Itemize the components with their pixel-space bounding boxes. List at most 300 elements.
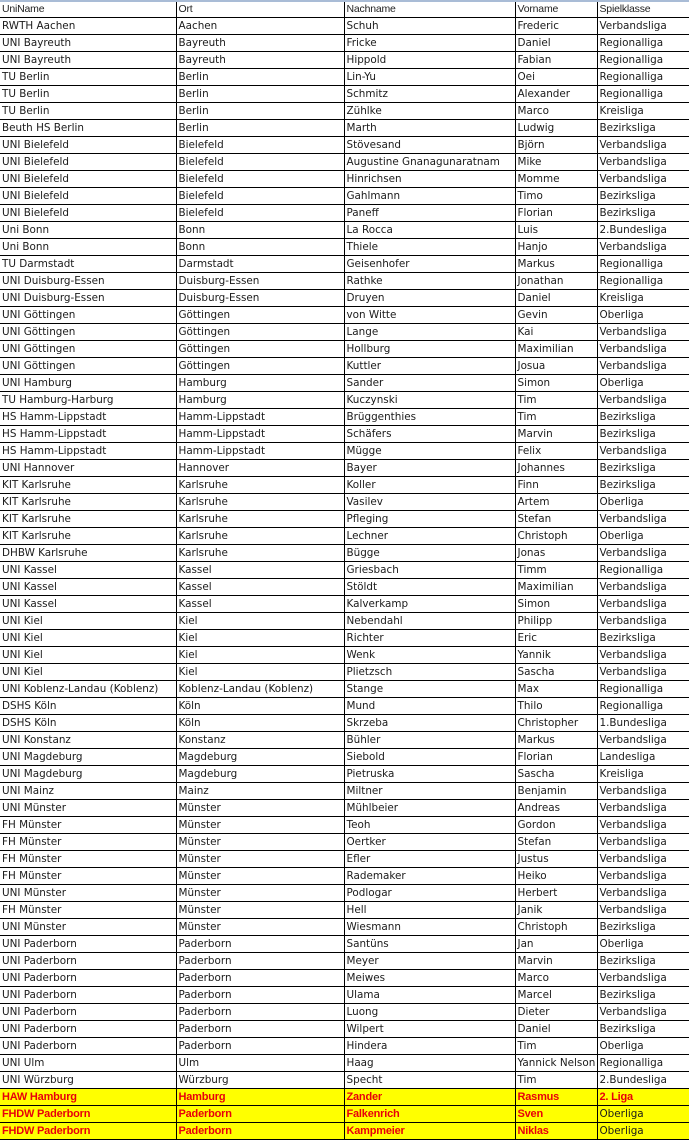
cell-uniname[interactable]: UNI Münster: [0, 800, 176, 817]
cell-nachname[interactable]: Skrzeba: [344, 715, 515, 732]
cell-uniname[interactable]: HS Hamm-Lippstadt: [0, 426, 176, 443]
cell-ort[interactable]: Karlsruhe: [176, 528, 344, 545]
cell-spielklasse[interactable]: Oberliga: [597, 1106, 689, 1123]
cell-ort[interactable]: Berlin: [176, 120, 344, 137]
cell-ort[interactable]: Hamm-Lippstadt: [176, 409, 344, 426]
cell-vorname[interactable]: Heiko: [515, 868, 597, 885]
cell-vorname[interactable]: Thilo: [515, 698, 597, 715]
cell-nachname[interactable]: Vasilev: [344, 494, 515, 511]
cell-nachname[interactable]: Wilpert: [344, 1021, 515, 1038]
cell-spielklasse[interactable]: Oberliga: [597, 528, 689, 545]
cell-vorname[interactable]: Gordon: [515, 817, 597, 834]
cell-nachname[interactable]: Santüns: [344, 936, 515, 953]
header-spielklasse[interactable]: Spielklasse: [597, 1, 689, 18]
cell-vorname[interactable]: Oei: [515, 69, 597, 86]
cell-ort[interactable]: Paderborn: [176, 987, 344, 1004]
cell-ort[interactable]: Duisburg-Essen: [176, 290, 344, 307]
cell-ort[interactable]: Darmstadt: [176, 256, 344, 273]
cell-spielklasse[interactable]: Verbandsliga: [597, 868, 689, 885]
cell-uniname[interactable]: DSHS Köln: [0, 715, 176, 732]
cell-vorname[interactable]: Stefan: [515, 834, 597, 851]
cell-uniname[interactable]: Uni Bonn: [0, 222, 176, 239]
cell-vorname[interactable]: Josua: [515, 358, 597, 375]
cell-ort[interactable]: Hannover: [176, 460, 344, 477]
cell-ort[interactable]: Kassel: [176, 562, 344, 579]
cell-uniname[interactable]: UNI Hamburg: [0, 375, 176, 392]
cell-nachname[interactable]: La Rocca: [344, 222, 515, 239]
cell-nachname[interactable]: Teoh: [344, 817, 515, 834]
cell-uniname[interactable]: UNI Bielefeld: [0, 188, 176, 205]
cell-ort[interactable]: Münster: [176, 834, 344, 851]
cell-uniname[interactable]: KIT Karlsruhe: [0, 528, 176, 545]
cell-ort[interactable]: Konstanz: [176, 732, 344, 749]
cell-nachname[interactable]: Bayer: [344, 460, 515, 477]
cell-nachname[interactable]: Kuttler: [344, 358, 515, 375]
cell-vorname[interactable]: Janik: [515, 902, 597, 919]
cell-vorname[interactable]: Marvin: [515, 426, 597, 443]
cell-vorname[interactable]: Luis: [515, 222, 597, 239]
cell-uniname[interactable]: UNI Göttingen: [0, 307, 176, 324]
cell-uniname[interactable]: UNI Paderborn: [0, 953, 176, 970]
cell-nachname[interactable]: Stövesand: [344, 137, 515, 154]
cell-ort[interactable]: Göttingen: [176, 358, 344, 375]
cell-uniname[interactable]: FHDW Paderborn: [0, 1123, 176, 1140]
cell-uniname[interactable]: RWTH Aachen: [0, 18, 176, 35]
cell-uniname[interactable]: UNI Bielefeld: [0, 205, 176, 222]
cell-ort[interactable]: Ulm: [176, 1055, 344, 1072]
cell-nachname[interactable]: Paneff: [344, 205, 515, 222]
cell-nachname[interactable]: Meiwes: [344, 970, 515, 987]
cell-nachname[interactable]: Schäfers: [344, 426, 515, 443]
cell-ort[interactable]: Münster: [176, 800, 344, 817]
cell-nachname[interactable]: Marth: [344, 120, 515, 137]
cell-vorname[interactable]: Yannik: [515, 647, 597, 664]
cell-uniname[interactable]: UNI Kiel: [0, 613, 176, 630]
cell-ort[interactable]: Karlsruhe: [176, 477, 344, 494]
cell-uniname[interactable]: FH Münster: [0, 868, 176, 885]
cell-spielklasse[interactable]: Oberliga: [597, 307, 689, 324]
cell-ort[interactable]: Paderborn: [176, 936, 344, 953]
cell-nachname[interactable]: Lechner: [344, 528, 515, 545]
cell-spielklasse[interactable]: 2.Bundesliga: [597, 1072, 689, 1089]
cell-nachname[interactable]: Gahlmann: [344, 188, 515, 205]
cell-ort[interactable]: Kiel: [176, 647, 344, 664]
cell-uniname[interactable]: UNI Bayreuth: [0, 35, 176, 52]
cell-vorname[interactable]: Niklas: [515, 1123, 597, 1140]
cell-spielklasse[interactable]: Verbandsliga: [597, 664, 689, 681]
cell-nachname[interactable]: Falkenrich: [344, 1106, 515, 1123]
cell-uniname[interactable]: KIT Karlsruhe: [0, 477, 176, 494]
cell-spielklasse[interactable]: Verbandsliga: [597, 851, 689, 868]
cell-nachname[interactable]: Brüggenthies: [344, 409, 515, 426]
cell-nachname[interactable]: Mund: [344, 698, 515, 715]
cell-ort[interactable]: Göttingen: [176, 341, 344, 358]
cell-uniname[interactable]: FHDW Paderborn: [0, 1106, 176, 1123]
cell-uniname[interactable]: UNI Duisburg-Essen: [0, 290, 176, 307]
cell-vorname[interactable]: Gevin: [515, 307, 597, 324]
cell-nachname[interactable]: Richter: [344, 630, 515, 647]
cell-ort[interactable]: Münster: [176, 868, 344, 885]
cell-nachname[interactable]: Stange: [344, 681, 515, 698]
cell-spielklasse[interactable]: Verbandsliga: [597, 613, 689, 630]
cell-nachname[interactable]: Hippold: [344, 52, 515, 69]
cell-spielklasse[interactable]: Bezirksliga: [597, 460, 689, 477]
cell-ort[interactable]: Bielefeld: [176, 137, 344, 154]
cell-uniname[interactable]: KIT Karlsruhe: [0, 494, 176, 511]
cell-nachname[interactable]: Rademaker: [344, 868, 515, 885]
cell-spielklasse[interactable]: Verbandsliga: [597, 783, 689, 800]
cell-uniname[interactable]: TU Darmstadt: [0, 256, 176, 273]
cell-ort[interactable]: Kassel: [176, 579, 344, 596]
cell-spielklasse[interactable]: Regionalliga: [597, 562, 689, 579]
cell-nachname[interactable]: Nebendahl: [344, 613, 515, 630]
cell-uniname[interactable]: FH Münster: [0, 834, 176, 851]
cell-ort[interactable]: Münster: [176, 885, 344, 902]
cell-uniname[interactable]: FH Münster: [0, 902, 176, 919]
cell-nachname[interactable]: von Witte: [344, 307, 515, 324]
cell-uniname[interactable]: UNI Bayreuth: [0, 52, 176, 69]
cell-uniname[interactable]: UNI Paderborn: [0, 987, 176, 1004]
cell-vorname[interactable]: Timo: [515, 188, 597, 205]
cell-uniname[interactable]: KIT Karlsruhe: [0, 511, 176, 528]
cell-nachname[interactable]: Zühlke: [344, 103, 515, 120]
cell-spielklasse[interactable]: 2. Liga: [597, 1089, 689, 1106]
cell-uniname[interactable]: UNI Paderborn: [0, 1004, 176, 1021]
cell-nachname[interactable]: Siebold: [344, 749, 515, 766]
cell-nachname[interactable]: Pfleging: [344, 511, 515, 528]
cell-uniname[interactable]: UNI Bielefeld: [0, 171, 176, 188]
cell-vorname[interactable]: Yannick Nelson: [515, 1055, 597, 1072]
cell-vorname[interactable]: Sascha: [515, 766, 597, 783]
cell-spielklasse[interactable]: Bezirksliga: [597, 188, 689, 205]
cell-uniname[interactable]: UNI Münster: [0, 885, 176, 902]
cell-nachname[interactable]: Haag: [344, 1055, 515, 1072]
cell-spielklasse[interactable]: Verbandsliga: [597, 239, 689, 256]
cell-vorname[interactable]: Tim: [515, 1072, 597, 1089]
cell-ort[interactable]: Berlin: [176, 86, 344, 103]
cell-ort[interactable]: Hamm-Lippstadt: [176, 426, 344, 443]
cell-ort[interactable]: Hamburg: [176, 392, 344, 409]
cell-ort[interactable]: Bonn: [176, 239, 344, 256]
cell-nachname[interactable]: Thiele: [344, 239, 515, 256]
cell-spielklasse[interactable]: Regionalliga: [597, 69, 689, 86]
cell-uniname[interactable]: HAW Hamburg: [0, 1089, 176, 1106]
cell-spielklasse[interactable]: Oberliga: [597, 1038, 689, 1055]
cell-spielklasse[interactable]: Regionalliga: [597, 273, 689, 290]
cell-spielklasse[interactable]: Regionalliga: [597, 256, 689, 273]
cell-spielklasse[interactable]: Verbandsliga: [597, 154, 689, 171]
cell-nachname[interactable]: Geisenhofer: [344, 256, 515, 273]
cell-ort[interactable]: Paderborn: [176, 970, 344, 987]
cell-uniname[interactable]: UNI Kiel: [0, 630, 176, 647]
cell-nachname[interactable]: Lange: [344, 324, 515, 341]
cell-spielklasse[interactable]: Bezirksliga: [597, 426, 689, 443]
cell-uniname[interactable]: UNI Magdeburg: [0, 766, 176, 783]
cell-ort[interactable]: Bayreuth: [176, 35, 344, 52]
cell-spielklasse[interactable]: Oberliga: [597, 936, 689, 953]
cell-spielklasse[interactable]: Regionalliga: [597, 86, 689, 103]
cell-vorname[interactable]: Christopher: [515, 715, 597, 732]
cell-spielklasse[interactable]: Verbandsliga: [597, 834, 689, 851]
cell-uniname[interactable]: UNI Kiel: [0, 647, 176, 664]
cell-uniname[interactable]: FH Münster: [0, 851, 176, 868]
cell-spielklasse[interactable]: Verbandsliga: [597, 171, 689, 188]
cell-nachname[interactable]: Podlogar: [344, 885, 515, 902]
cell-uniname[interactable]: UNI Konstanz: [0, 732, 176, 749]
cell-uniname[interactable]: UNI Kassel: [0, 562, 176, 579]
cell-spielklasse[interactable]: Verbandsliga: [597, 817, 689, 834]
cell-spielklasse[interactable]: Verbandsliga: [597, 511, 689, 528]
cell-vorname[interactable]: Johannes: [515, 460, 597, 477]
cell-ort[interactable]: Berlin: [176, 69, 344, 86]
cell-nachname[interactable]: Augustine Gnanagunaratnam: [344, 154, 515, 171]
cell-ort[interactable]: Bonn: [176, 222, 344, 239]
cell-spielklasse[interactable]: Bezirksliga: [597, 120, 689, 137]
cell-spielklasse[interactable]: Verbandsliga: [597, 647, 689, 664]
cell-nachname[interactable]: Mühlbeier: [344, 800, 515, 817]
cell-ort[interactable]: Hamburg: [176, 1089, 344, 1106]
cell-vorname[interactable]: Fabian: [515, 52, 597, 69]
cell-ort[interactable]: Bielefeld: [176, 154, 344, 171]
cell-vorname[interactable]: Tim: [515, 392, 597, 409]
cell-uniname[interactable]: UNI Kiel: [0, 664, 176, 681]
cell-uniname[interactable]: UNI Würzburg: [0, 1072, 176, 1089]
cell-vorname[interactable]: Simon: [515, 375, 597, 392]
cell-spielklasse[interactable]: Bezirksliga: [597, 953, 689, 970]
cell-spielklasse[interactable]: Regionalliga: [597, 52, 689, 69]
cell-spielklasse[interactable]: Verbandsliga: [597, 732, 689, 749]
cell-ort[interactable]: Kiel: [176, 664, 344, 681]
cell-spielklasse[interactable]: Kreisliga: [597, 103, 689, 120]
cell-vorname[interactable]: Frederic: [515, 18, 597, 35]
cell-vorname[interactable]: Markus: [515, 732, 597, 749]
cell-spielklasse[interactable]: Bezirksliga: [597, 409, 689, 426]
cell-uniname[interactable]: Uni Bonn: [0, 239, 176, 256]
cell-nachname[interactable]: Kalverkamp: [344, 596, 515, 613]
cell-nachname[interactable]: Wenk: [344, 647, 515, 664]
cell-spielklasse[interactable]: 1.Bundesliga: [597, 715, 689, 732]
cell-spielklasse[interactable]: Bezirksliga: [597, 987, 689, 1004]
cell-vorname[interactable]: Jan: [515, 936, 597, 953]
cell-spielklasse[interactable]: Bezirksliga: [597, 477, 689, 494]
cell-nachname[interactable]: Fricke: [344, 35, 515, 52]
cell-vorname[interactable]: Christoph: [515, 528, 597, 545]
cell-nachname[interactable]: Kuczynski: [344, 392, 515, 409]
cell-spielklasse[interactable]: Verbandsliga: [597, 579, 689, 596]
cell-ort[interactable]: Karlsruhe: [176, 545, 344, 562]
cell-ort[interactable]: Karlsruhe: [176, 494, 344, 511]
cell-ort[interactable]: Duisburg-Essen: [176, 273, 344, 290]
cell-spielklasse[interactable]: Verbandsliga: [597, 18, 689, 35]
cell-spielklasse[interactable]: Verbandsliga: [597, 443, 689, 460]
cell-nachname[interactable]: Kampmeier: [344, 1123, 515, 1140]
cell-vorname[interactable]: Mike: [515, 154, 597, 171]
cell-nachname[interactable]: Hell: [344, 902, 515, 919]
cell-spielklasse[interactable]: Oberliga: [597, 1123, 689, 1140]
cell-ort[interactable]: Kiel: [176, 613, 344, 630]
cell-uniname[interactable]: UNI Göttingen: [0, 358, 176, 375]
cell-nachname[interactable]: Hollburg: [344, 341, 515, 358]
cell-nachname[interactable]: Zander: [344, 1089, 515, 1106]
cell-ort[interactable]: Aachen: [176, 18, 344, 35]
cell-ort[interactable]: Münster: [176, 851, 344, 868]
cell-nachname[interactable]: Plietzsch: [344, 664, 515, 681]
cell-vorname[interactable]: Daniel: [515, 35, 597, 52]
cell-ort[interactable]: Paderborn: [176, 1106, 344, 1123]
cell-vorname[interactable]: Benjamin: [515, 783, 597, 800]
cell-ort[interactable]: Bielefeld: [176, 188, 344, 205]
cell-spielklasse[interactable]: Verbandsliga: [597, 902, 689, 919]
cell-spielklasse[interactable]: Verbandsliga: [597, 1004, 689, 1021]
cell-nachname[interactable]: Bügge: [344, 545, 515, 562]
cell-uniname[interactable]: UNI Mainz: [0, 783, 176, 800]
cell-vorname[interactable]: Tim: [515, 409, 597, 426]
cell-vorname[interactable]: Stefan: [515, 511, 597, 528]
cell-ort[interactable]: Göttingen: [176, 324, 344, 341]
cell-spielklasse[interactable]: Verbandsliga: [597, 545, 689, 562]
cell-vorname[interactable]: Marco: [515, 970, 597, 987]
cell-uniname[interactable]: UNI Koblenz-Landau (Koblenz): [0, 681, 176, 698]
cell-vorname[interactable]: Maximilian: [515, 579, 597, 596]
cell-ort[interactable]: Hamburg: [176, 375, 344, 392]
cell-spielklasse[interactable]: 2.Bundesliga: [597, 222, 689, 239]
cell-spielklasse[interactable]: Verbandsliga: [597, 885, 689, 902]
cell-vorname[interactable]: Florian: [515, 205, 597, 222]
cell-uniname[interactable]: UNI Göttingen: [0, 324, 176, 341]
cell-spielklasse[interactable]: Regionalliga: [597, 681, 689, 698]
cell-spielklasse[interactable]: Regionalliga: [597, 1055, 689, 1072]
cell-vorname[interactable]: Momme: [515, 171, 597, 188]
cell-uniname[interactable]: TU Berlin: [0, 103, 176, 120]
cell-ort[interactable]: Paderborn: [176, 1038, 344, 1055]
cell-nachname[interactable]: Pietruska: [344, 766, 515, 783]
cell-spielklasse[interactable]: Kreisliga: [597, 766, 689, 783]
cell-ort[interactable]: Hamm-Lippstadt: [176, 443, 344, 460]
cell-nachname[interactable]: Luong: [344, 1004, 515, 1021]
cell-nachname[interactable]: Efler: [344, 851, 515, 868]
cell-ort[interactable]: Münster: [176, 902, 344, 919]
cell-vorname[interactable]: Maximilian: [515, 341, 597, 358]
cell-uniname[interactable]: UNI Paderborn: [0, 1038, 176, 1055]
cell-nachname[interactable]: Bühler: [344, 732, 515, 749]
cell-nachname[interactable]: Ulama: [344, 987, 515, 1004]
header-vorname[interactable]: Vorname: [515, 1, 597, 18]
cell-uniname[interactable]: UNI Bielefeld: [0, 137, 176, 154]
cell-uniname[interactable]: UNI Paderborn: [0, 970, 176, 987]
cell-ort[interactable]: Bayreuth: [176, 52, 344, 69]
cell-spielklasse[interactable]: Verbandsliga: [597, 800, 689, 817]
cell-ort[interactable]: Magdeburg: [176, 749, 344, 766]
cell-vorname[interactable]: Ludwig: [515, 120, 597, 137]
cell-spielklasse[interactable]: Regionalliga: [597, 698, 689, 715]
cell-ort[interactable]: Paderborn: [176, 1021, 344, 1038]
cell-vorname[interactable]: Simon: [515, 596, 597, 613]
cell-uniname[interactable]: UNI Paderborn: [0, 936, 176, 953]
cell-vorname[interactable]: Max: [515, 681, 597, 698]
cell-ort[interactable]: Paderborn: [176, 1004, 344, 1021]
cell-ort[interactable]: Münster: [176, 919, 344, 936]
cell-nachname[interactable]: Meyer: [344, 953, 515, 970]
cell-vorname[interactable]: Philipp: [515, 613, 597, 630]
cell-vorname[interactable]: Sascha: [515, 664, 597, 681]
cell-spielklasse[interactable]: Verbandsliga: [597, 392, 689, 409]
cell-nachname[interactable]: Hindera: [344, 1038, 515, 1055]
cell-vorname[interactable]: Marco: [515, 103, 597, 120]
cell-nachname[interactable]: Sander: [344, 375, 515, 392]
cell-vorname[interactable]: Kai: [515, 324, 597, 341]
cell-vorname[interactable]: Alexander: [515, 86, 597, 103]
header-uniname[interactable]: UniName: [0, 1, 176, 18]
cell-vorname[interactable]: Finn: [515, 477, 597, 494]
cell-uniname[interactable]: DSHS Köln: [0, 698, 176, 715]
cell-spielklasse[interactable]: Oberliga: [597, 494, 689, 511]
cell-nachname[interactable]: Specht: [344, 1072, 515, 1089]
cell-nachname[interactable]: Miltner: [344, 783, 515, 800]
cell-vorname[interactable]: Hanjo: [515, 239, 597, 256]
cell-ort[interactable]: Göttingen: [176, 307, 344, 324]
cell-ort[interactable]: Köln: [176, 715, 344, 732]
cell-nachname[interactable]: Hinrichsen: [344, 171, 515, 188]
cell-uniname[interactable]: TU Berlin: [0, 69, 176, 86]
cell-ort[interactable]: Würzburg: [176, 1072, 344, 1089]
cell-uniname[interactable]: FH Münster: [0, 817, 176, 834]
cell-nachname[interactable]: Mügge: [344, 443, 515, 460]
cell-uniname[interactable]: UNI Paderborn: [0, 1021, 176, 1038]
cell-uniname[interactable]: UNI Kassel: [0, 596, 176, 613]
cell-ort[interactable]: Bielefeld: [176, 171, 344, 188]
cell-nachname[interactable]: Stöldt: [344, 579, 515, 596]
cell-vorname[interactable]: Justus: [515, 851, 597, 868]
cell-ort[interactable]: Karlsruhe: [176, 511, 344, 528]
cell-nachname[interactable]: Rathke: [344, 273, 515, 290]
cell-vorname[interactable]: Artem: [515, 494, 597, 511]
cell-vorname[interactable]: Herbert: [515, 885, 597, 902]
cell-vorname[interactable]: Felix: [515, 443, 597, 460]
cell-vorname[interactable]: Daniel: [515, 290, 597, 307]
cell-vorname[interactable]: Sven: [515, 1106, 597, 1123]
cell-vorname[interactable]: Björn: [515, 137, 597, 154]
cell-spielklasse[interactable]: Landesliga: [597, 749, 689, 766]
cell-spielklasse[interactable]: Verbandsliga: [597, 324, 689, 341]
cell-nachname[interactable]: Wiesmann: [344, 919, 515, 936]
cell-spielklasse[interactable]: Bezirksliga: [597, 919, 689, 936]
cell-spielklasse[interactable]: Verbandsliga: [597, 596, 689, 613]
cell-vorname[interactable]: Marvin: [515, 953, 597, 970]
cell-uniname[interactable]: UNI Bielefeld: [0, 154, 176, 171]
header-nachname[interactable]: Nachname: [344, 1, 515, 18]
cell-vorname[interactable]: Christoph: [515, 919, 597, 936]
cell-spielklasse[interactable]: Kreisliga: [597, 290, 689, 307]
cell-uniname[interactable]: UNI Göttingen: [0, 341, 176, 358]
cell-vorname[interactable]: Dieter: [515, 1004, 597, 1021]
cell-ort[interactable]: Koblenz-Landau (Koblenz): [176, 681, 344, 698]
cell-vorname[interactable]: Tim: [515, 1038, 597, 1055]
cell-nachname[interactable]: Oertker: [344, 834, 515, 851]
cell-uniname[interactable]: HS Hamm-Lippstadt: [0, 443, 176, 460]
cell-uniname[interactable]: DHBW Karlsruhe: [0, 545, 176, 562]
cell-ort[interactable]: Kiel: [176, 630, 344, 647]
cell-spielklasse[interactable]: Bezirksliga: [597, 205, 689, 222]
cell-nachname[interactable]: Druyen: [344, 290, 515, 307]
cell-ort[interactable]: Kassel: [176, 596, 344, 613]
cell-nachname[interactable]: Griesbach: [344, 562, 515, 579]
cell-uniname[interactable]: UNI Magdeburg: [0, 749, 176, 766]
cell-vorname[interactable]: Andreas: [515, 800, 597, 817]
cell-spielklasse[interactable]: Verbandsliga: [597, 358, 689, 375]
cell-vorname[interactable]: Jonas: [515, 545, 597, 562]
cell-uniname[interactable]: UNI Duisburg-Essen: [0, 273, 176, 290]
cell-spielklasse[interactable]: Verbandsliga: [597, 970, 689, 987]
